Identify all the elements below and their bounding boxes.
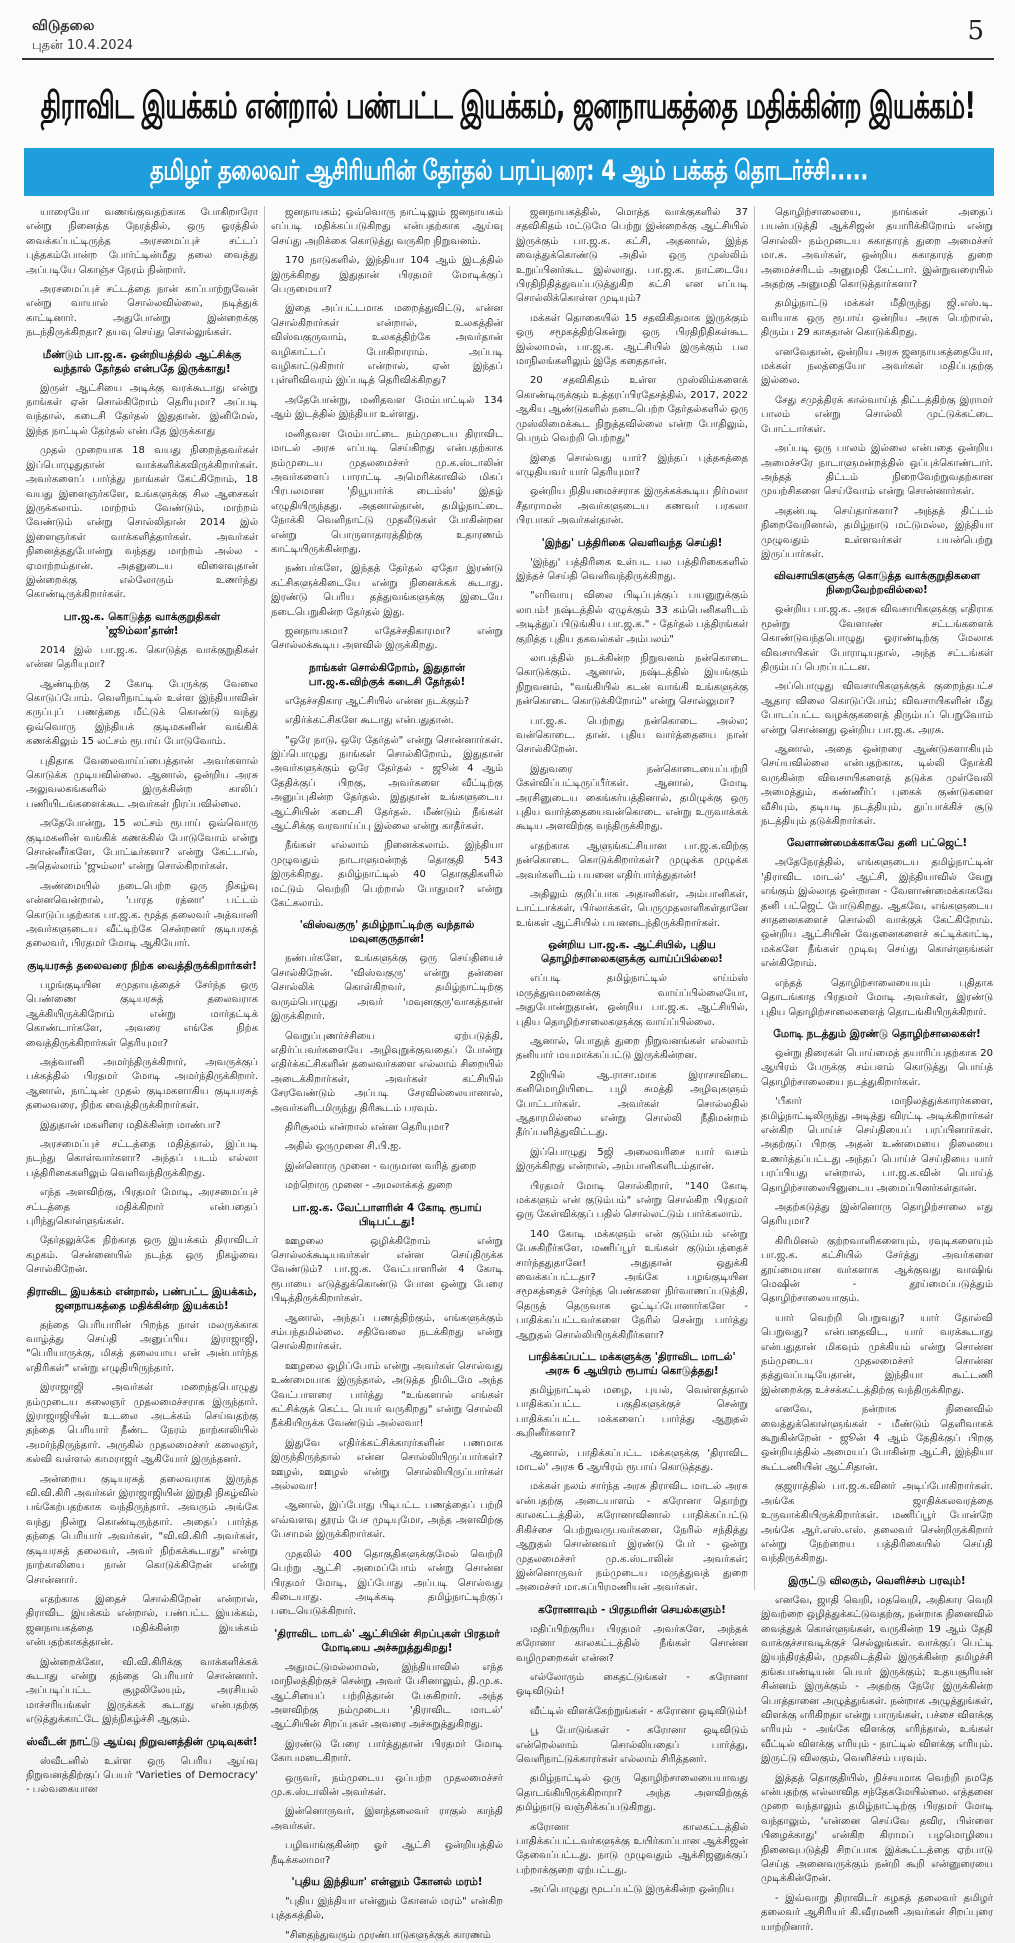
paragraph: மனிதவள மேம்பாட்டை நம்முடைய திராவிட மாடல் அரசு எப்படி செய்கிறது என்பதற்காக நம்முடைய முதலமைச்சர் மு.க.ஸ்டாலின் அவர்களைப் பாராட்டி அமெரிக்காவில் மிகப் பிரபலமான 'நியூயார்க் டைம்ஸ்' இதழ் எழுதியிருந்தது. அதனால்தான், தமிழ்நாட்டை நோக்கி வெளிநாட்டு முதலீடுகள் போகின்றன என்று பொருளாதாரத்திற்கு உதாரணம் காட்டியிருக்கின்றது. — [271, 428, 503, 555]
paragraph: மக்கள் தொகையில் 15 சதவிகிதமாக இருக்கும் ஒரு சமூகத்திற்கென்று ஒரு பிரதிநிதிகள்கூட இல்லாமல், பா.ஜ.க. ஆட்சியில் இருக்கும் பல மாநிலங்களிலும் இதே கதைதான். — [516, 312, 748, 368]
article-column-2 — [271, 206, 503, 1941]
column-divider — [509, 206, 510, 1590]
paragraph: அதிலும் குறிப்பாக அதானிகள், அம்பானிகள், டாட்டாக்கள், பிர்லாக்கள், பெருமுதலாளிகள்தானே உங்கள் ஆட்சியில் பயனடைந்திருக்கிறார்கள். — [516, 889, 748, 929]
paragraph: எந்த அளவிற்கு, பிரதமர் மோடி, அரசமைப்புச் சட்டத்தை மதிக்கிறார் என்பதைப் புரிந்துகொள்ளுங்கள். — [26, 1187, 258, 1227]
paragraph: இரண்டு பேரை பார்த்துதான் பிரதமர் மோடி கோபமடைகிறார். — [271, 1738, 503, 1765]
subheading: இருட்டு விலகும், வெளிச்சம் பரவும்! — [788, 1574, 966, 1587]
paragraph: - இவ்வாறு திராவிடர் கழகத் தலைவர் தமிழர் தலைவர் ஆசிரியர் கி.வீரமணி அவர்கள் சிறப்புரை யாற்றினார். — [761, 1892, 993, 1933]
paragraph: கிரிமினல் குற்றவாளிகளையும், ரவுடிகளையும் பா.ஜ.க. கட்சியில் சேர்த்து அவர்களை தூய்மையான வர்களாக ஆக்குவது வாஷிங் மெஷின் - தூய்மைப்படுத்தும் தொழிற்சாலையாகும். — [761, 1235, 993, 1305]
paragraph: நீங்கள் எல்லாம் நினைக்கலாம். இந்தியா முழுவதும் நாடாளுமன்றத் தொகுதி 543 இருக்கிறது. தமிழ்நாட்டில் 40 தொகுதிகளில் மட்டும் வெற்றி பெற்றால் போதுமா? என்று கேட்கலாம். — [271, 840, 503, 910]
continuation-banner — [24, 148, 994, 196]
subheading: 'திராவிட மாடல்' ஆட்சியின் சிறப்புகள் பிரதமர் மோடியை அச்சுறுத்துகிறது! — [274, 1627, 500, 1654]
paragraph: மற்றொரு முனை - அமலாக்கத் துறை — [285, 1180, 453, 1192]
masthead-rule — [22, 58, 994, 60]
paragraph: ஸ்வீடனில் உள்ள ஒரு பெரிய ஆய்வு நிறுவனத்திற்குப் பெயர் 'Varieties of Democracy' - பல்வகையான — [26, 1755, 258, 1796]
subheading: ஒன்றிய பா.ஜ.க. ஆட்சியில், புதிய தொழிற்சாலைகளுக்கு வாய்ப்பில்லை! — [541, 939, 723, 966]
paragraph: "சிதைந்துவரும் முரண்பாடுகளுக்குக் காரணம் — [285, 1929, 491, 1941]
continuation-banner-text: தமிழர் தலைவர் ஆசிரியரின் தேர்தல் பரப்புரை: 4 ஆம் பக்கத் தொடர்ச்சி..... — [149, 154, 869, 186]
paragraph: தந்தை பெரியாரின் பிறந்த நாள் மலருக்காக வாழ்த்து செய்தி அனுப்பிய இராஜாஜி, "பெரியாருக்கு, மிகத் தலையாய என் அன்பார்ந்த எதிரிகள்" என்று எழுதியிருந்தார். — [26, 1319, 258, 1374]
paragraph: ஒன்று திரைகள் பொய்மைத் தயாரிப்பதற்காக 20 ஆயிரம் பேருக்கு சம்பளம் கொடுத்து பொய்த் தொழிற்சாலையை நடத்துகிறார்கள். — [761, 1047, 993, 1088]
paragraph: மதிப்பிற்குரிய பிரதமர் அவர்களே, அந்தக் கரோனா காலகட்டத்தில் நீங்கள் சொன்ன வழிமுறைகள் என்ன? — [516, 1623, 748, 1664]
paragraph: அத்வானி அமர்ந்திருக்கிறார், அவருக்குப் பக்கத்தில் பிரதமர் மோடி அமர்ந்திருக்கிறார். ஆனால், நாட்டின் முதல் குடிமகளாகிய குடியரசுத் தலைவரை, நிற்க வைத்திருக்கிறார்கள். — [26, 1056, 258, 1112]
paragraph: எந்தத் தொழிற்சாலையையும் புதிதாக தொடங்காத பிரதமர் மோடி அவர்கள், இரண்டு புதிய தொழிற்சாலைகளைத் தொடங்கியிருக்கிறார். — [761, 977, 993, 1018]
paragraph: குஜராத்தில் பா.ஜ.க.வினர் அடிப்போகிறார்கள். அங்கே ஜாதிக்கலவரத்தை உருவாக்கியிருக்கிறார்கள். மணிப்பூர் போன்றே அங்கே ஆர்.எஸ்.எஸ். தலைவர் சென்றிருக்கிறார் என்று நேற்றைய பத்திரிகையில் செய்தி வந்திருக்கிறது. — [761, 1481, 993, 1565]
paragraph: இதை சொல்வது யார்? இந்தப் புத்தகத்தை எழுதியவர் யார் தெரியுமா? — [516, 452, 748, 478]
paragraph: வெறுப்புணர்ச்சியை ஏற்படுத்தி, எதிர்ப்பவர்களையே அழிவுறுக்குவதைப் போன்று எதிர்க்கட்சிகளின் தலைவர்களை எல்லாம் சிறையில் அடைக்கிறார்கள், அவர்கள் கட்சியில் சேரவேண்டும் அப்படி சேரவில்லையானால், அவர்களிடமிருந்து திரிகூடம் பரவும். — [271, 1030, 503, 1114]
paragraph: ஜனநாயகத்தில், மொத்த வாக்குகளில் 37 சதவிகிதம் மட்டுமே பெற்று இன்றைக்கு ஆட்சியில் இருக்கும் பா.ஜ.க. கட்சி, அதனால், இந்த வைத்துக்கொண்டு அதில் ஒரு முஸ்லிம் உறுப்பினர்கூட இல்லாது. பா.ஜ.க. நாட்டையே பிரதிநிதித்துவப்படுத்துகிற கட்சி என எப்படி சொல்லிக்கொள்ள முடியும்? — [516, 207, 748, 305]
paragraph: அதற்கடுத்து இன்னொரு தொழிற்சாலை எது தெரியுமா? — [761, 1201, 993, 1228]
paragraph: சேது சமுத்திரக் கால்வாய்த் திட்டத்திற்கு இராமர் பாலம் என்று சொல்லி முட்டுக்கட்டை போட்டார்கள். — [761, 394, 993, 435]
paragraph: 'பீகார் மாநிலத்துக்காரர்களை, தமிழ்நாட்டிலிருந்து அடித்து விரட்டி அடிக்கிறார்கள் என்கிற பொய்ச் செய்தியைப் பரப்பினார்கள். அதற்குப் பிறகு அதன் உண்மையை நிலையை உணர்த்தப்பட்டது அந்தப் பொய்ச் செய்தியை யார் பரப்பியது என்றால், பா.ஜ.க.வின் பொய்த் தொழிற்சாலையினுடைய அமைப்பினர்கள்தான். — [761, 1096, 993, 1194]
paragraph: அதுமட்டுமல்லாமல், இந்தியாவில் எந்த மாநிலத்திற்குச் சென்று அவர் பேசினாலும், தி.மு.க. ஆட்சியைப் பற்றித்தான் பேசுகிறார். அந்த அளவிற்கு நம்முடைய 'திராவிட மாடல்' ஆட்சியின் சிறப்புகள் அவரை அச்சுறுத்துகிறது. — [271, 1661, 503, 1731]
paragraph: இதுவரை நன்கொடையைப்பற்றி கேள்விப்பட்டிருப்பீர்கள். ஆனால், மோடி அரசினுடைய கைங்கர்யத்தினால், தமிழுக்கு ஒரு புதிய வார்த்தையைவன்கொடை என்று உருவாக்கக் கூடிய அளவிற்கு வந்திருக்கிறது. — [516, 763, 748, 833]
subheading: கரோனாவும் - பிரதமரின் செயல்களும்! — [538, 1603, 726, 1616]
paragraph: அண்மையில் நடைபெற்ற ஒரு நிகழ்வு என்னவென்றால், 'பாரத ரத்னா' பட்டம் கொடுப்பதற்காக பா.ஜ.க. மூத்த தலைவர் அத்வானி அவர்களுடைய வீட்டிற்கே சென்றனர் குடியரசுத் தலைவர், பிரதமர் மோடி ஆகியோர். — [26, 880, 258, 950]
paragraph: பிரதமர் மோடி சொல்கிறார், "140 கோடி மக்களும் என் குடும்பம்" என்று சொல்கிற பிரதமர் ஒரு கேள்விக்குப் பதில் சொல்லட்டும் பார்க்கலாம். — [516, 1180, 748, 1221]
paragraph: புதிதாக வேலைவாய்ப்பைத்தான் அவர்களால் கொடுக்க முடியவில்லை. ஆனால், ஒன்றிய அரசு அலுவலகங்களில் இருக்கின்ற காலிப் பணியிடங்களைக்கூட அவர்கள் நிரப்பவில்லை. — [26, 755, 258, 810]
paragraph: ஒன்றிய பா.ஜ.க. அரசு விவசாயிகளுக்கு எதிராக மூன்று வேளாண் சட்டங்களைக் கொண்டுவந்தபொழுது ஓராண்டிற்கு மேலாக விவசாயிகள் போராடியதால், அந்த சட்டங்கள் திரும்பப் பெறப்பட்டன. — [761, 604, 993, 673]
paragraph: அதேநேரத்தில், எங்களுடைய தமிழ்நாட்டின் 'திராவிட மாடல்' ஆட்சி, இந்தியாவில் வேறு எங்கும் இல்லாத ஒன்றான - வேளாண்மைக்காகவே தனி பட்ஜெட் போடுகிறது. ஆகவே, எங்களுடைய சாதனைகளைச் சொல்லி வாக்குக் கேட்கிறோம். ஒன்றிய ஆட்சியின் வேதனைகளைச் சுட்டிக்காட்டி, மக்களே நீங்கள் முடிவு செய்து கொள்ளுங்கள் என்கிறோம். — [761, 857, 993, 970]
paragraph: இத்தத் தொகுதியில், நிச்சயமாக வெற்றி நமதே என்பதற்கு எல்லாவித சந்தேகமேயில்லை. எத்தனை முறை வந்தாலும் தமிழ்நாட்டிற்கு பிரதமர் மோடி வந்தாலும், 'என்னை செய்வே தவிர, பிள்ளை பிழைக்காது' என்கிற கிராமப் பழமொழியை நினைவுபடுத்தி சிறப்பாக இக்கூட்டத்தை ஏற்பாடு செய்த அனைவருக்கும் நன்றி கூறி என்னுரையை முடிக்கின்றேன். — [761, 1772, 993, 1885]
paragraph: எனவேதான், ஒன்றிய அரசு ஜனநாயகத்தையோ, மக்கள் நலத்தையோ அவர்கள் மதிப்பதற்கு இல்லை. — [761, 346, 993, 387]
paragraph: ஜனநாயகமா? எதேச்சதிகாரமா? என்று சொல்லக்கூடிய அளவில் இருக்கிறது. — [271, 625, 503, 652]
paragraph: 2ஜியில் ஆ.ராசா.மாக இராசாவிடை கனிமொழியிடை பழி சுமத்தி அழிவுகளும் போட்டார்கள். அவர்கள் சொல்லதில் ஆதாரமில்லை என்று சொல்லி நீதிமன்றம் தீர்ப்பளித்துவிட்டது. — [516, 1069, 748, 1139]
paragraph: ஊழலை ஒழிப்போம் என்று அவர்கள் சொல்வது உண்மையாக இருந்தால், அடுத்த நிமிடமே அந்த வேட்பாளரை பார்த்து "உங்களால் எங்கள் கட்சிக்குக் கெட்ட பெயர் வருகிறது" என்று சொல்லி நீக்கியிருக்க வேண்டும் அல்லவா! — [271, 1360, 503, 1430]
paper-name: விடுதலை — [32, 18, 95, 34]
paragraph: எதற்காக இதைச் சொல்கிறேன் என்றால், திராவிட இயக்கம் என்றால், பண்பட்ட இயக்கம், ஜனநாயகத்தை மதிக்கின்ற இயக்கம் என்பதற்காகத்தான். — [26, 1593, 258, 1649]
subheading: 'புதிய இந்தியா' என்னும் கோனல் மரம்! — [291, 1876, 483, 1888]
paragraph: ஆனால், பாதிக்கப்பட்ட மக்களுக்கு 'திராவிட மாடல்' அரசு 6 ஆயிரம் ரூபாய் கொடுத்தது. — [516, 1447, 748, 1474]
paragraph: அதேபோன்று, 15 லட்சம் ரூபாய் ஒவ்வொரு குடிமகனின் வங்கிக் கணக்கில் போடுவோம் என்று சொன்னீர்களே, போட்டீர்களா? என்று கேட்டால், அதெல்லாம் 'ஜும்லா' என்று சொல்கிறார்கள். — [26, 818, 258, 873]
paragraph: 170 நாடுகளில், இந்தியா 104 ஆம் இடத்தில் இருக்கிறது இதுதான் பிரதமர் மோடிக்குப் பெருமையா? — [271, 255, 503, 296]
paragraph: பழிவாங்குகின்ற ஓர் ஆட்சி ஒன்றியத்தில் நீடிக்கலாமா? — [271, 1840, 503, 1866]
page-number: 5 — [967, 16, 984, 46]
paragraph: "புதிய இந்தியா என்னும் கோனல் மரம்" என்கிற புத்தகத்தில், — [271, 1896, 503, 1922]
paragraph: ஜனநாயகம்; ஒவ்வொரு நாட்டிலும் ஜனநாயகம் எப்படி மதிக்கப்படுகிறது என்பதற்காக ஆய்வு செய்து அறிக்கை கொடுத்து வருகிற நிறுவனம். — [271, 207, 503, 247]
paragraph: அரசமைப்புச் சட்டத்தை நான் காப்பாற்றுவேன் என்று வாயால் சொல்லவில்லை, நடித்துக் காட்டினார். அதுபோன்று இன்றைக்கு நடந்திருக்கிறதா? தயவு செய்து சொல்லுங்கள். — [26, 284, 258, 339]
subheading: வேளாண்மைக்காகவே தனி பட்ஜெட்! — [786, 837, 968, 850]
paragraph: எதிர்க்கட்சிகளே கூடாது என்பதுதான். — [285, 715, 454, 727]
paragraph: எனவே, ஜாதி வெறி, மதவெறி, அதிகார வெறி இவற்றை ஒழித்துக்கட்டுவதற்கு, நன்றாக நினைவில் வைத்துக் கொள்ளுங்கள், வருகின்ற 19 ஆம் தேதி வாக்குச்சாவடிக்குச் செல்லுங்கள். வாக்குப் பெட்டி இயந்திரத்தில், முதலிடத்தில் இருக்கின்ற தமிழச்சி தங்கபாண்டியன் பெயர் இருக்கும்; உதயசூரியன் சின்னம் இருக்கும் - அதற்கு நேரே இருக்கின்ற பொத்தானை அழுத்துங்கள். நன்றாக அழுத்துங்கள், விளக்கு எரிகிறதா என்று பாருங்கள், பச்சை விளக்கு எரியும் - அங்கே விளக்கு எரிந்தால், உங்கள் வீட்டில் விளக்கு எரியும் - நாட்டில் விளக்கு எரியும். இருட்டு விலகும், வெளிச்சம் பரவும். — [761, 1594, 994, 1765]
paragraph: எதற்காக ஆளுங்கட்சியான பா.ஜ.க.விற்கு நன்கொடை கொடுக்கிறார்கள்? முழுக்க முழுக்க அவர்களிடம் பயனை எதிர்பார்த்துதான்! — [516, 840, 748, 881]
paragraph: தேர்தலுக்கே நிற்காத ஒரு இயக்கம் திராவிடர் கழகம். சென்னையில் நடந்த ஒரு நிகழ்வை சொல்கிறேன். — [26, 1235, 258, 1276]
paragraph: "ஒரே நாடு, ஒரே தேர்தல்" என்று சொன்னார்கள். இப்பொழுது நாங்கள் சொல்கிறோம், இதுதான் அவர்களுக்கும் ஒரே தேர்தல் - ஜூன் 4 ஆம் தேதிக்குப் பிறகு, அவர்களை வீட்டிற்கு அனுப்புகின்ற தேர்தல். இதுதான் உங்களுடைய ஆட்சியின் கடைசி தேர்தல். மீண்டும் நீங்கள் ஆட்சிக்கு வரவாய்ப்பு இல்லை என்று காதீர்கள். — [271, 734, 503, 833]
subheading: விவசாயிகளுக்கு கொடுத்த வாக்குறுதிகளை நிறைவேற்றவில்லை! — [773, 570, 981, 597]
paragraph: யார் வெற்றி பெறுவது? யார் தோல்வி பெறுவது? என்பதைவிட, யார் வரக்கூடாது என்பதுதான் மிகவும் முக்கியம் என்று சொன்ன நம்முடைய முதலமைச்சர் சொன்ன தத்துவப்படியேதான், இந்தியா கூட்டணி இன்றைக்கு உச்சக்கட்டத்திற்கு வந்திருக்கிறது. — [761, 1312, 993, 1396]
subheading: 'இந்து' பத்திரிகை வெளிவந்த செய்தி! — [541, 536, 723, 549]
paragraph: ஆனால், அதை ஒன்றரை ஆண்டுகளாகியும் செய்யவில்லை என்பதற்காக, டில்லி நோக்கி வருகின்ற விவசாயிகளைத் தடுக்க முள்வேலி அமைத்தும், கண்ணீர்ப் புகைக் குண்டுகளை வீசியும், தடியடி நடத்தியும், துப்பாக்கிச் சூடு நடத்தியும் தடுக்கிறார்கள். — [761, 744, 993, 828]
paragraph: "எரிவாயு விலை பிடிப்புக்குப் பயனுறுக்கும் லாபம்! நஷ்டத்தில் ஏழுக்கும் 33 கம்பெனிகளிடம் அடித்துப் பிடுங்கிய பா.ஜ.க." - தேர்தல் பத்திரங்கள் குறித்த புதிய தகவல்கள் அம்பலம்" — [516, 590, 748, 645]
subheading: 'விஸ்வகுரு' தமிழ்நாட்டிற்கு வந்தால் மவுனகுருதான்! — [299, 919, 475, 946]
paragraph: நண்பர்களே, இந்தத் தேர்தல் ஏதோ இரண்டு கட்சிகளுக்கிடையே என்று நினைக்கக் கூடாது. இரண்டு பெரிய தத்துவங்களுக்கு இடையே நடைபெறுகின்ற தேர்தல் இது. — [271, 563, 503, 618]
paragraph: இதுதான் மகளிரை மதிக்கின்ற மாண்பா? — [40, 1119, 221, 1131]
paragraph: முதலில் 400 தொகுதிகளுக்குமேல் வெற்றி பெற்று ஆட்சி அமைப்போம் என்று சொன்ன பிரதமர் மோடி, இப்போது அப்படி சொல்வது கிடையாது. அடிக்கடி தமிழ்நாட்டிற்குப் படையெடுக்கிறார். — [271, 1548, 503, 1618]
paragraph: இப்பொழுது 5ஜி அலைவரிசை யார் வசம் இருக்கிறது என்றால், அம்பானிகளிடம்தான். — [516, 1146, 748, 1173]
subheading: பா.ஜ.க. வேட்பாளரின் 4 கோடி ரூபாய் பிடிபட்டது! — [292, 1201, 482, 1228]
subheading: திராவிட இயக்கம் என்றால், பண்பட்ட இயக்கம், ஜனநாயகத்தை மதிக்கின்ற இயக்கம்! — [26, 1285, 258, 1312]
main-headline — [22, 68, 994, 148]
paragraph: 2014 இல் பா.ஜ.க. கொடுத்த வாக்குறுதிகள் என்ன தெரியுமா? — [26, 644, 258, 671]
paragraph: அப்பொழுது மூடப்பட்டு இருக்கின்ற ஒன்றிய — [530, 1884, 735, 1896]
paragraph: முதல் முறையாக 18 வயது நிறைந்தவர்கள் இப்பொழுதுதான் வாக்களிக்கவிருக்கிறார்கள். அவர்களைப் பார்த்து நாங்கள் கேட்கிறோம், 18 வயது இளைஞர்களே, உங்களுக்கு சில ஆசைகள் இருக்கலாம். மாற்றம் வேண்டும், மாற்றம் வேண்டும் என்று சொல்லிதான் 2014 இல் இளைஞர்கள் வாக்களித்தார்கள். அவர்கள் நினைத்ததுபோன்று வந்தது மாற்றம் அல்ல - ஏமாற்றம்தான். அதனுடைய விளைவுதான் இன்றைக்கு எல்லோரும் உணர்ந்து கொண்டிருக்கிறார்கள். — [26, 445, 258, 601]
issue-date: புதன் 10.4.2024 — [32, 38, 134, 53]
paragraph: 'இந்து' பத்திரிகை உள்பட பல பத்திரிகைகளில் இந்தச் செய்தி வெளிவந்திருக்கிறது. — [516, 556, 748, 582]
paragraph: இராஜாஜி அவர்கள் மறைந்தபொழுது நம்முடைய கலைஞர் முதலமைச்சராக இருந்தார். இராஜாஜியின் உடலை அடக்கம் செய்வதற்கு தந்தை பெரியார் நீண்ட நேரம் நாற்காலியில் அமர்ந்திருந்தார். அருகில் முதலமைச்சர் கலைஞர், கல்வி வள்ளல் காமராஜர் ஆகியோர் இருந்தனர். — [26, 1382, 258, 1466]
paragraph: ஆனால், பொதுத் துறை நிறுவனங்கள் எல்லாம் தனியார் மயமாக்கப்பட்டு இருக்கின்றன. — [516, 1035, 748, 1062]
paragraph: தமிழ்நாட்டு மக்கள் மீதிருந்து ஜி.எஸ்.டி. வரியாக ஒரு ரூபாய் ஒன்றிய அரசு பெற்றால், திரும்ப 29 காசுதான் கொடுக்கிறது. — [761, 298, 993, 339]
paragraph: அரசமைப்புச் சட்டத்தை மதித்தால், இப்படி நடந்து கொள்வார்களா? அந்தப் படம் எல்லா பத்திரிகைகளிலும் வெளிவந்திருக்கிறது. — [26, 1138, 258, 1179]
paragraph: ஒன்றிய நிதியமைச்சராக இருக்கக்கூடிய நிர்மலா சீதாராமன் அவர்களுடைய கணவர் பரகலா பிரபாகர் அவர்கள்தான். — [516, 486, 748, 527]
paragraph: அன்றைய குடியரசுத் தலைவராக இருந்த வி.வி.கிரி அவர்கள் இராஜாஜியின் இறுதி நிகழ்வில் பங்கேற்பதற்காக வந்திருந்தார். அவரும் அங்கே வந்து நின்று கொண்டிருந்தார். அதைப் பார்த்த தந்தை பெரியார் அவர்கள், "வி.வி.கிரி அவர்கள், குடியரசுத் தலைவர், அவர் நிற்கக்கூடாது" என்று நாற்காலியை நான் கொடுக்கிறேன் என்று சொன்னார். — [26, 1473, 258, 1586]
subheading: மோடி நடத்தும் இரண்டு தொழிற்சாலைகள்! — [773, 1027, 981, 1040]
paragraph: ஆண்டிற்கு 2 கோடி பேருக்கு வேலை கொடுப்போம். வெளிநாட்டில் உள்ள இந்தியாவின் கருப்புப் பணத்தை மீட்டுக் கொண்டு வந்து ஒவ்வொரு இந்தியக் குடிமகனின் வங்கிக் கணக்கிலும் 15 லட்சம் ரூபாய் போடுவோம். — [26, 678, 258, 748]
paragraph: எப்படி தமிழ்நாட்டில் எய்ம்ஸ் மருத்துவமனைக்கு வாய்ப்பில்லையோ, அதுபோன்றுதான், ஒன்றிய பா.ஜ.க. ஆட்சியில், புதிய தொழிற்சாலைகளுக்கு வாய்ப்பில்லை. — [516, 973, 748, 1028]
paragraph: இன்னொரு முனை - வருமான வரித் துறை — [285, 1160, 477, 1172]
paragraph: அப்பொழுது விவசாயிகளுக்குக் குறைந்தபட்ச ஆதார விலை கொடுப்போம்; விவசாயிகளின் மீது போடப்பட்ட வழக்குகளைத் திரும்பப் பெறுவோம் என்று சொன்னது ஒன்றிய பா.ஜ.க. அரசு. — [761, 681, 993, 736]
paragraph: லாபத்தில் நடக்கின்ற நிறுவனம் நன்கொடை கொடுக்கும். ஆனால், நஷ்டத்தில் இயங்கும் நிறுவனம், "வங்கியில் கடன் வாங்கி உங்களுக்கு நன்கொடை கொடுக்கிறோம்" என்று சொல்லுமா? — [516, 652, 748, 708]
paragraph: ஆனால், இப்போது பிடிபட்ட பணத்தைப் பற்றி எவ்வளவு தூரம் பேச முடியுமோ, அந்த அளவிற்கு பேசாமல் இருக்கிறார்கள். — [271, 1500, 503, 1541]
paragraph: பா.ஜ.க. பெற்றது நன்கொடை அல்ல; வன்கொடை. தான். புதிய வார்த்தையை நான் சொல்கிறேன். — [516, 715, 748, 756]
paragraph: அதில் ஒருமுனை சி.பி.ஐ. — [285, 1141, 402, 1153]
subheading: பா.ஜ.க. கொடுத்த வாக்குறுதிகள் 'ஜூம்லா'தான்! — [63, 610, 221, 637]
article-column-1 — [26, 206, 258, 1796]
paragraph: இன்றைக்கோ, வி.வி.கிரிக்கு வாக்களிக்கக் கூடாது என்று தந்தை பெரியார் சொன்னார். அப்படிப்பட்ட சூழலிலேயும், அரசியல் மாச்சரியங்கள் இருக்கக் கூடாது என்பதற்கு எடுத்துக்காட்டே இந்நிகழ்ச்சி ஆகும். — [26, 1656, 258, 1726]
subheading: மீண்டும் பா.ஜ.க. ஒன்றியத்தில் ஆட்சிக்கு வந்தால் தேர்தல் என்பதே இருக்காது! — [42, 348, 242, 375]
paragraph: திரிசூலம் என்றால் என்ன தெரியுமா? — [285, 1121, 450, 1133]
paragraph: இன்னொருவர், இளந்தலைவர் ராகுல் காந்தி அவர்கள். — [271, 1806, 503, 1832]
paragraph: எல்லோரும் கைதட்டுங்கள் - கரோனா ஒடிவிடும்! — [516, 1671, 748, 1698]
paragraph: பழங்குடியின சமுதாயத்தைச் சேர்ந்த ஒரு பெண்ணை குடியரசுத் தலைவராக ஆக்கியிருக்கிறோம் என்று மார்தட்டிக் கொண்டார்களே, அவரை எங்கே நிற்க வைத்திருக்கிறார்கள் தெரியுமா? — [26, 979, 258, 1049]
paragraph: எதேச்சதிகார ஆட்சியில் என்ன நடக்கும்? — [285, 695, 470, 707]
paragraph: எனவே, நன்றாக நினைவில் வைத்துக்கொள்ளுங்கள் - மீண்டும் தெளிவாகக் கூறுகின்றேன் - ஜூன் 4 ஆம் தேதிக்குப் பிறகு ஒன்றியத்தில் அமையப் போகின்ற ஆட்சி, இந்தியா கூட்டணியின் ஆட்சிதான். — [761, 1404, 993, 1473]
paragraph: இருள் ஆட்சியை அடிக்கு வரக்கூடாது என்று நாங்கள் ஏன் சொல்கிறோம் தெரியுமா? அப்படி வந்தால், கடைசி தேர்தல் இதுதான். இனிமேல், இந்த நாட்டில் தேர்தல் என்பதே இருக்காது — [26, 382, 258, 437]
paragraph: ஊழலை ஒழிக்கிறோம் என்று சொல்லக்கூடியவர்கள் என்ன செய்திருக்க வேண்டும்? பா.ஜ.க. வேட்பாளரின் 4 கோடி ரூபாயை எடுத்துக்கொண்டு போன ஒன்று பேரை பிடித்திருக்கிறார்கள். — [271, 1235, 503, 1305]
article-columns — [26, 206, 994, 1941]
paragraph: 20 சதவிகிதம் உள்ள முஸ்லிம்களைக் கொண்டிருக்கும் உத்தரப்பிரதேசத்தில், 2017, 2022 ஆகிய ஆண்டுகளில் நடைபெற்ற தேர்தல்களில் ஒரு முஸ்லிமைக்கூட நிறுத்தவில்லை என்ற போதிலும், பெரும் வெற்றி பெற்றது" — [516, 375, 748, 445]
column-divider — [754, 206, 755, 1590]
paragraph: அதன்படி செய்தார்களா? அந்தத் திட்டம் நிறைவேறினால், தமிழ்நாடு மட்டுமல்ல, இந்தியா முழுவதும் உள்ளவர்கள் பயன்பெற்று இருப்பார்கள். — [761, 505, 993, 560]
paragraph: இதை அப்பட்டமாக மறைத்துவிட்டு, என்ன சொல்கிறார்கள் என்றால், உலகத்தின் விஸ்வகுருவாம், உலகத்திற்கே அவர்தான் வழிகாட்டப் போகிறாராம். அப்படி வழிகாட்டுகிறார் என்றால், ஏன் இந்தப் புள்ளிவிவரம் இப்படித் தெரிவிக்கிறது? — [271, 303, 503, 387]
main-headline-text: திராவிட இயக்கம் என்றால் பண்பட்ட இயக்கம், ஜனநாயகத்தை மதிக்கின்ற இயக்கம்! — [40, 84, 976, 127]
paragraph: தமிழ்நாட்டில் மழை, புயல், வெள்ளத்தால் பாதிக்கப்பட்ட பகுதிகளுக்குச் சென்று பாதிக்கப்பட்ட மக்களைப் பார்த்து ஆறுதல் கூறினீர்களா? — [516, 1385, 748, 1440]
paragraph: கரோனா காலகட்டத்தில் பாதிக்கப்பட்டவர்களுக்கு உயிர்காப்பான ஆக்சிஜன் தேவைப்பட்டது. நாடு முழுவதும் ஆக்சிஜனுக்குப் பற்றாக்குறை ஏற்பட்டது. — [516, 1821, 748, 1876]
paragraph: இதுவே எதிர்க்கட்சிக்காரர்களின் பணமாக இருந்திருந்தால் என்ன சொல்லியிருப்பார்கள்? ஊழல், ஊழல் என்று சொல்லியிருப்பார்கள் அல்லவா! — [271, 1437, 503, 1493]
paragraph: பூ போடுங்கள் - கரோனா ஒடிவிடும் என்றெல்லாம் சொல்லியதைப் பார்த்து, வெளிநாட்டுக்காரர்கள் எல்லாம் சிரித்தனர். — [516, 1725, 748, 1765]
paragraph: அப்படி ஒரு பாலம் இல்லை என்பதை ஒன்றிய அமைச்சரே நாடாளுமன்றத்தில் ஒப்புக்கொண்டார். அந்தத் திட்டம் நிறைவேற்றுவதற்கான முயற்சிகளை செய்வோம் என்று சொன்னார்கள். — [761, 443, 993, 498]
paragraph: யாரையோ வணங்குவதற்காக போகிறாரோ என்று நினைத்த நேரத்தில், ஒரு ஓரத்தில் வைக்கப்பட்டிருந்த அரசமைப்புச் சட்டப் புத்தகம்போன்ற போர்ட்டின்மீது தலை வைத்து அப்படியே கொஞ்ச நேரம் நின்றார். — [26, 207, 258, 276]
subheading: நாங்கள் சொல்கிறோம், இதுதான் பா.ஜ.க.விற்குக் கடைசி தேர்தல்! — [308, 661, 466, 688]
paragraph: நண்பர்களே, உங்களுக்கு ஒரு செய்தியைச் சொல்கிறேன். 'விஸ்வகுரு' என்று தன்னை சொல்லிக் கொள்கிறவர், தமிழ்நாட்டிற்கு வரும்பொழுது அவர் 'மவுனகுரு'வாகத்தான் இருக்கிறார். — [271, 953, 503, 1023]
paragraph: 140 கோடி மக்களும் என் குடும்பம் என்று பேசுகிறீர்களே, மணிப்பூர் உங்கள் குடும்பத்தைச் சார்ந்ததுதானே! அதுதான் ஒதுக்கி வைக்கப்பட்டதா? அங்கே பழங்குடியின சமூகத்தைச் சேர்ந்த பெண்களை நிர்வாணப்படுத்தி, தெருத் தெருவாக ஓட்டிப்போனார்களே - பாதிக்கப்பட்டவர்களை நேரில் சென்று பார்த்து ஆறுதல் சொல்லியிருக்கிறீர்களா? — [516, 1228, 748, 1341]
subheading: ஸ்வீடன் நாட்டு ஆய்வு நிறுவனத்தின் முடிவுகள்! — [26, 1735, 258, 1748]
paragraph: ஒருவர், நம்முடைய ஒப்பற்ற முதலமைச்சர் மு.க.ஸ்டாலின் அவர்கள். — [271, 1772, 503, 1798]
paragraph: மக்கள் நலம் சார்ந்த அரசு திராவிட மாடல் அரசு என்பதற்கு அடையாளம் - கரோனா தொற்று காலகட்டத்தில், கரோனாவினால் பாதிக்கப்பட்டு சிகிச்சை பெற்றுவருபவர்களை, நேரில் சந்தித்து ஆறுதல் சொன்னவர் இரண்டு பேர் - ஒன்று முதலமைச்சர் மு.க.ஸ்டாலின் அவர்கள்; இன்னொருவர் நம்முடைய மருத்துவத் துறை அமைச்சர் மா.சுப்பிரமணியன் அவர்கள். — [516, 1481, 748, 1594]
paragraph: தொழிற்சாலையை, நாங்கள் அதைப் பயன்படுத்தி ஆக்சிஜன் தயாரிக்கிறோம் என்று சொல்லி- நம்முடைய சுகாதாரத் துறை அமைச்சர் மா.சு. அவர்கள், ஒன்றிய சுகாதாரத் துறை அமைச்சரிடம் அனுமதி கேட்டார். இன்றுவரையில் அதற்கு அனுமதி கொடுத்தார்களா? — [761, 207, 993, 291]
paragraph: அதேபோன்று, மனிதவள மேம்பாட்டில் 134 ஆம் இடத்தில் இந்தியா உள்ளது. — [271, 394, 503, 421]
paragraph: ஆனால், அந்தப் பணத்திற்கும், எங்களுக்கும் சம்பந்தமில்லை. சதிவேலை நடக்கிறது என்று சொல்கிறார்கள். — [271, 1312, 503, 1353]
subheading: குடியரசுத் தலைவரை நிற்க வைத்திருக்கிறார்கள்! — [27, 959, 257, 972]
article-column-4 — [761, 206, 994, 1933]
article-column-3 — [516, 206, 748, 1896]
paragraph: வீட்டில் விளக்கேற்றுங்கள் - கரோனா ஒடிவிடும்! — [530, 1705, 748, 1717]
paragraph: தமிழ்நாட்டில் ஒரு தொழிற்சாலையையாவது தொடங்கியிருக்கிறாரா? அந்த அளவிற்குத் தமிழ்நாடு வஞ்சிக்கப்படுகிறது. — [516, 1773, 748, 1814]
subheading: பாதிக்கப்பட்ட மக்களுக்கு 'திராவிட மாடல்' அரசு 6 ஆயிரம் ரூபாய் கொடுத்தது! — [528, 1351, 736, 1378]
column-divider — [264, 206, 265, 1590]
